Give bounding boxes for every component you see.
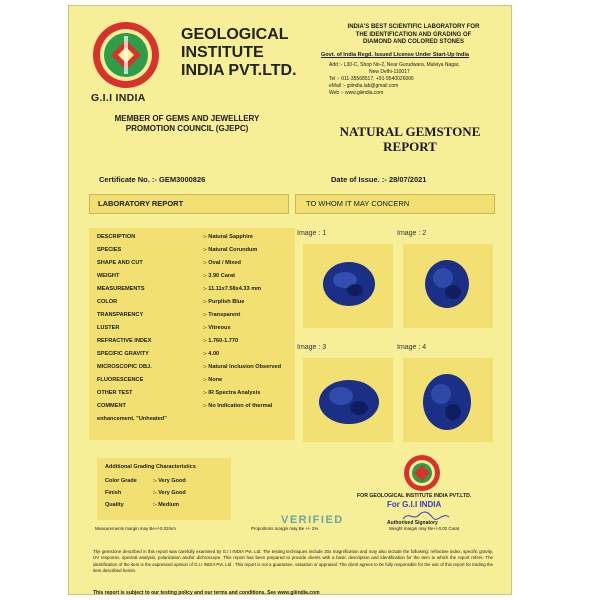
property-value: :- None [203,377,223,383]
gem-photo [403,358,493,442]
grading-value: :- Medium [153,502,179,508]
membership-line: MEMBER OF GEMS AND JEWELLERY [114,114,260,123]
gem-photo [403,244,493,328]
property-key: REFRACTIVE INDEX [97,338,152,344]
property-value: :- Purplish Blue [203,299,245,305]
gem-image-3 [303,358,393,442]
property-key: SPECIFIC GRAVITY [97,351,149,357]
footer-policy: This report is subject to our testing policy and our terms and conditions. See www.giiindia.com [93,590,320,596]
property-value: :- Vitreous [203,325,231,331]
issue-date-label: Date of Issue. :- [331,175,387,184]
property-value: :- 1.760-1.770 [203,338,239,344]
address-line: Add :- L30-C, Shop No-2, Near Gurudwara, Malviya Nagar, [329,62,460,68]
for-gii-line: For G.I.I INDIA [387,500,442,509]
property-key: COLOR [97,299,118,305]
address-line: New Delhi-110017 [369,69,410,75]
property-value: :- No Indication of thermal [203,403,273,409]
property-value: :- Oval / Mixed [203,260,241,266]
grading-key: Color Grade [105,478,137,484]
institute-name-line: INSTITUTE [181,44,264,61]
grading-key: Finish [105,490,122,496]
phone-line: Tel :- 011-35568517, +91-9540026006 [329,76,414,82]
membership-line: PROMOTION COUNCIL (GJEPC) [125,124,249,133]
gem-images [295,228,495,440]
property-value: :- Natural Corundum [203,247,258,253]
grading-value: :- Very Good [153,490,186,496]
report-title [315,124,505,154]
property-key: TRANSPARENCY [97,312,144,318]
tagline [321,24,506,47]
issue-date [331,175,426,184]
institute-seal [403,454,441,492]
gem-photo [303,358,393,442]
image-label: Image : 2 [397,230,427,237]
property-key: SHAPE AND CUT [97,260,143,266]
address-block [329,62,509,97]
issue-date-value: 28/07/2021 [388,175,427,184]
property-value: :- 11.11x7.58x4.33 mm [203,286,262,292]
weight-note: Weight margin may Be+/-0.02 Carat [389,526,460,531]
property-key: LUSTER [97,325,120,331]
image-label: Image : 4 [397,344,427,351]
institute-name-line: GEOLOGICAL [181,26,289,43]
disclaimer: The gemstone described in this report was carefully examined by G.I.I INDIA Pvt. Ltd. The testing techniques include 20x magnification and may also include the following: refractive index, specific gravity, UV response, spectral analysis, polarization and/or dichroscope. This report has been prepared to provide clients with a basic description and identification for the item to which the report refers. The identification of the item is the expressed opinion of G.I.I INDIA Pvt. Ltd . This report is not a guarantee, valuation or appraisal. The client agrees to be fully responsible for the use of this report for trading the item described herein. [93,549,493,573]
authorised-signatory: Authorised Signatory [387,520,438,526]
laboratory-report-bar: LABORATORY REPORT [89,194,289,214]
license-text: Govt. of India Regd. Issued License Under Start-Up India [321,52,469,58]
property-key: WEIGHT [97,273,120,279]
property-key: MICROSCOPIC OBJ. [97,364,152,370]
comment-continued: enhancement. "Unheated" [97,416,167,422]
gem-photo [303,244,393,328]
for-institute-line: FOR GEOLOGICAL INSTITUTE INDIA PVT.LTD. [357,493,472,499]
property-value: :- Transparent [203,312,241,318]
property-key: SPECIES [97,247,122,253]
tagline-line: DIAMOND AND COLORED STONES [362,39,464,45]
measurements-note: Measurements margin may Be+/-0.02mm [95,526,176,531]
membership-text [87,114,287,134]
image-label: Image : 3 [297,344,327,351]
certificate-number-value: GEM3000826 [159,175,206,184]
certificate-number [99,175,205,184]
property-value: :- Natural Sapphire [203,234,254,240]
institute-name-line: INDIA PVT.LTD. [181,62,297,79]
institute-logo [91,20,161,90]
property-value: :- Natural Inclusion Observed [203,364,282,370]
property-value: :- 4.00 [203,351,220,357]
properties-panel [89,228,295,440]
tagline-line: INDIA'S BEST SCIENTIFIC LABORATORY FOR [347,24,480,30]
proportions-note: Proportions margin may Be +/- 2% [251,526,319,531]
grading-value: :- Very Good [153,478,186,484]
grading-title: Additional Grading Characteristics [105,464,196,470]
property-value: :- 3.90 Carat [203,273,236,279]
gem-image-1 [303,244,393,328]
additional-grading-panel [97,458,231,520]
property-key: FLUORESCENCE [97,377,144,383]
property-value: :- IR Spectra Analysis [203,390,261,396]
to-whom-bar: TO WHOM IT MAY CONCERN [295,194,495,214]
gem-image-2 [403,244,493,328]
property-key: COMMENT [97,403,126,409]
certificate-number-label: Certificate No. :- [99,175,157,184]
brand-mark: G.I.I INDIA [91,92,146,104]
property-key: MEASUREMENTS [97,286,145,292]
image-label: Image : 1 [297,230,327,237]
website-line: Web :- www.giiindia.com [329,90,384,96]
report-title-line: NATURAL GEMSTONE [339,124,481,139]
certificate-card [68,5,512,595]
grading-key: Quality [105,502,124,508]
institute-name [181,26,297,80]
report-title-line: REPORT [383,139,437,154]
property-key: OTHER TEST [97,390,133,396]
tagline-line: THE IDENTIFICATION AND GRADING OF [355,31,472,38]
property-key: DESCRIPTION [97,234,136,240]
gem-image-4 [403,358,493,442]
verified-stamp: VERIFIED [281,514,344,526]
email-line: eMail :- giiindia.lab@gmail.com [329,83,399,89]
